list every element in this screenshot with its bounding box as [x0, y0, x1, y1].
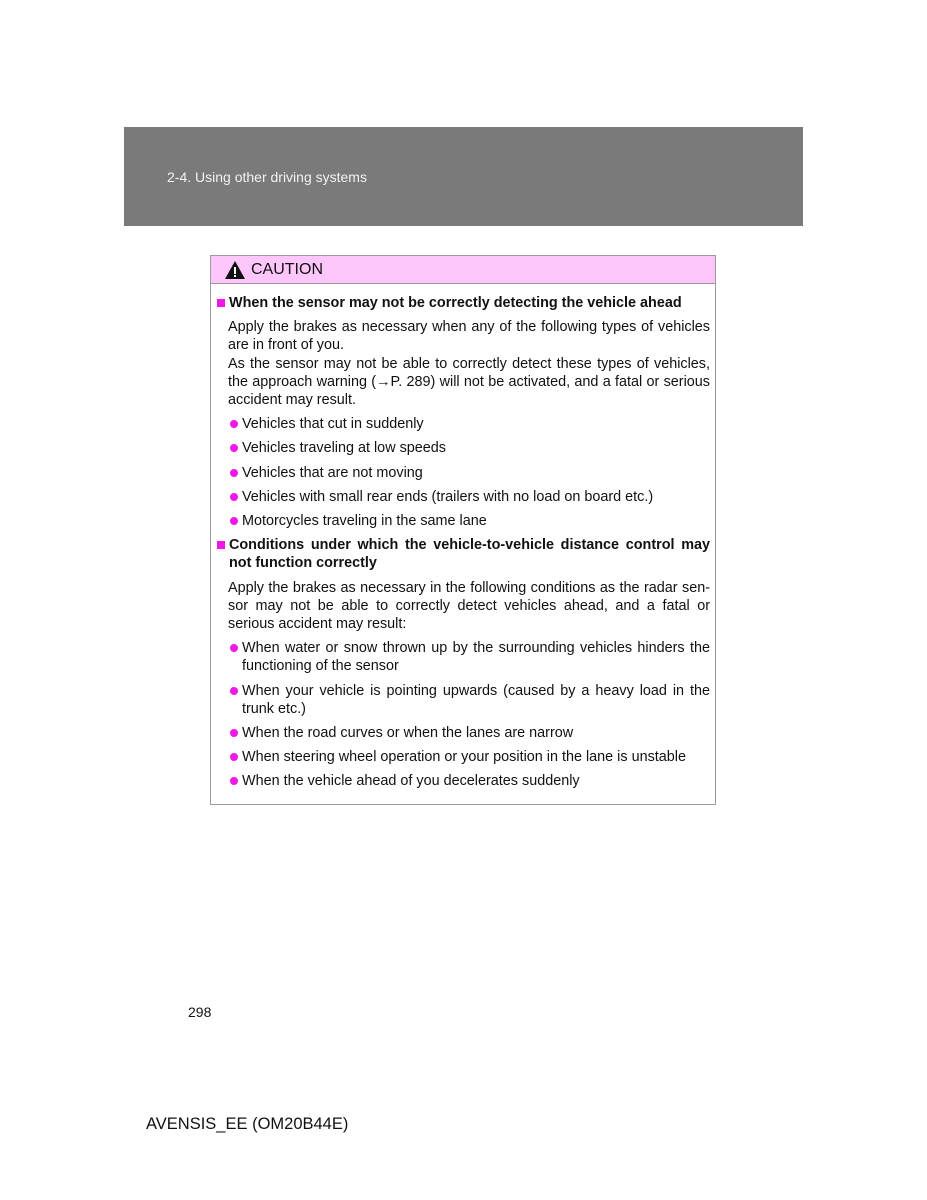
caution-title: CAUTION: [251, 260, 323, 278]
document-footer: AVENSIS_EE (OM20B44E): [146, 1115, 349, 1133]
caution-header: [211, 256, 715, 284]
caution-box: [210, 255, 716, 805]
dot-bullet-icon: [230, 777, 238, 785]
section-title: 2-4. Using other driving systems: [167, 169, 367, 185]
list-item: Motorcycles traveling in the same lane: [230, 512, 710, 530]
dot-bullet-icon: [230, 644, 238, 652]
dot-bullet-icon: [230, 687, 238, 695]
list-item: Vehicles traveling at low speeds: [230, 439, 710, 457]
paragraph: Apply the brakes as necessary when any of the following types of vehicles are in front of you.: [228, 319, 710, 354]
list-item: When steering wheel operation or your position in the lane is unstable: [230, 748, 710, 766]
dot-bullet-icon: [230, 753, 238, 761]
paragraph: Apply the brakes as necessary in the following conditions as the radar sen-sor may not be able to correctly detect vehicles ahead, and a fatal or serious accident may result:: [228, 579, 710, 633]
dot-bullet-icon: [230, 444, 238, 452]
square-bullet-icon: [217, 541, 225, 549]
list-item: Vehicles that cut in suddenly: [230, 415, 710, 433]
page-number: 298: [188, 1004, 212, 1020]
list-item: When the road curves or when the lanes are narrow: [230, 724, 710, 742]
dot-bullet-icon: [230, 729, 238, 737]
list-item: Vehicles with small rear ends (trailers with no load on board etc.): [230, 488, 710, 506]
section-heading: [216, 294, 710, 312]
section-heading: [216, 536, 710, 572]
caution-content: [211, 284, 715, 791]
list-item: When your vehicle is pointing upwards (caused by a heavy load in the trunk etc.): [230, 682, 710, 718]
list-item: When the vehicle ahead of you decelerates suddenly: [230, 772, 710, 790]
dot-bullet-icon: [230, 469, 238, 477]
section-heading-text: Conditions under which the vehicle-to-vehicle distance control may not function correctly: [229, 537, 710, 572]
list-item: When water or snow thrown up by the surrounding vehicles hinders the functioning of the sensor: [230, 639, 710, 675]
dot-bullet-icon: [230, 420, 238, 428]
warning-triangle-icon: [224, 260, 246, 280]
list-item: Vehicles that are not moving: [230, 464, 710, 482]
chapter-header-band: [124, 127, 803, 226]
section-heading-text: When the sensor may not be correctly detecting the vehicle ahead: [229, 295, 682, 311]
paragraph: As the sensor may not be able to correctly detect these types of vehicles, the approach warning (→P. 289) will not be activated, and a fatal or serious accident may result.: [228, 355, 710, 409]
dot-bullet-icon: [230, 517, 238, 525]
dot-bullet-icon: [230, 493, 238, 501]
square-bullet-icon: [217, 299, 225, 307]
